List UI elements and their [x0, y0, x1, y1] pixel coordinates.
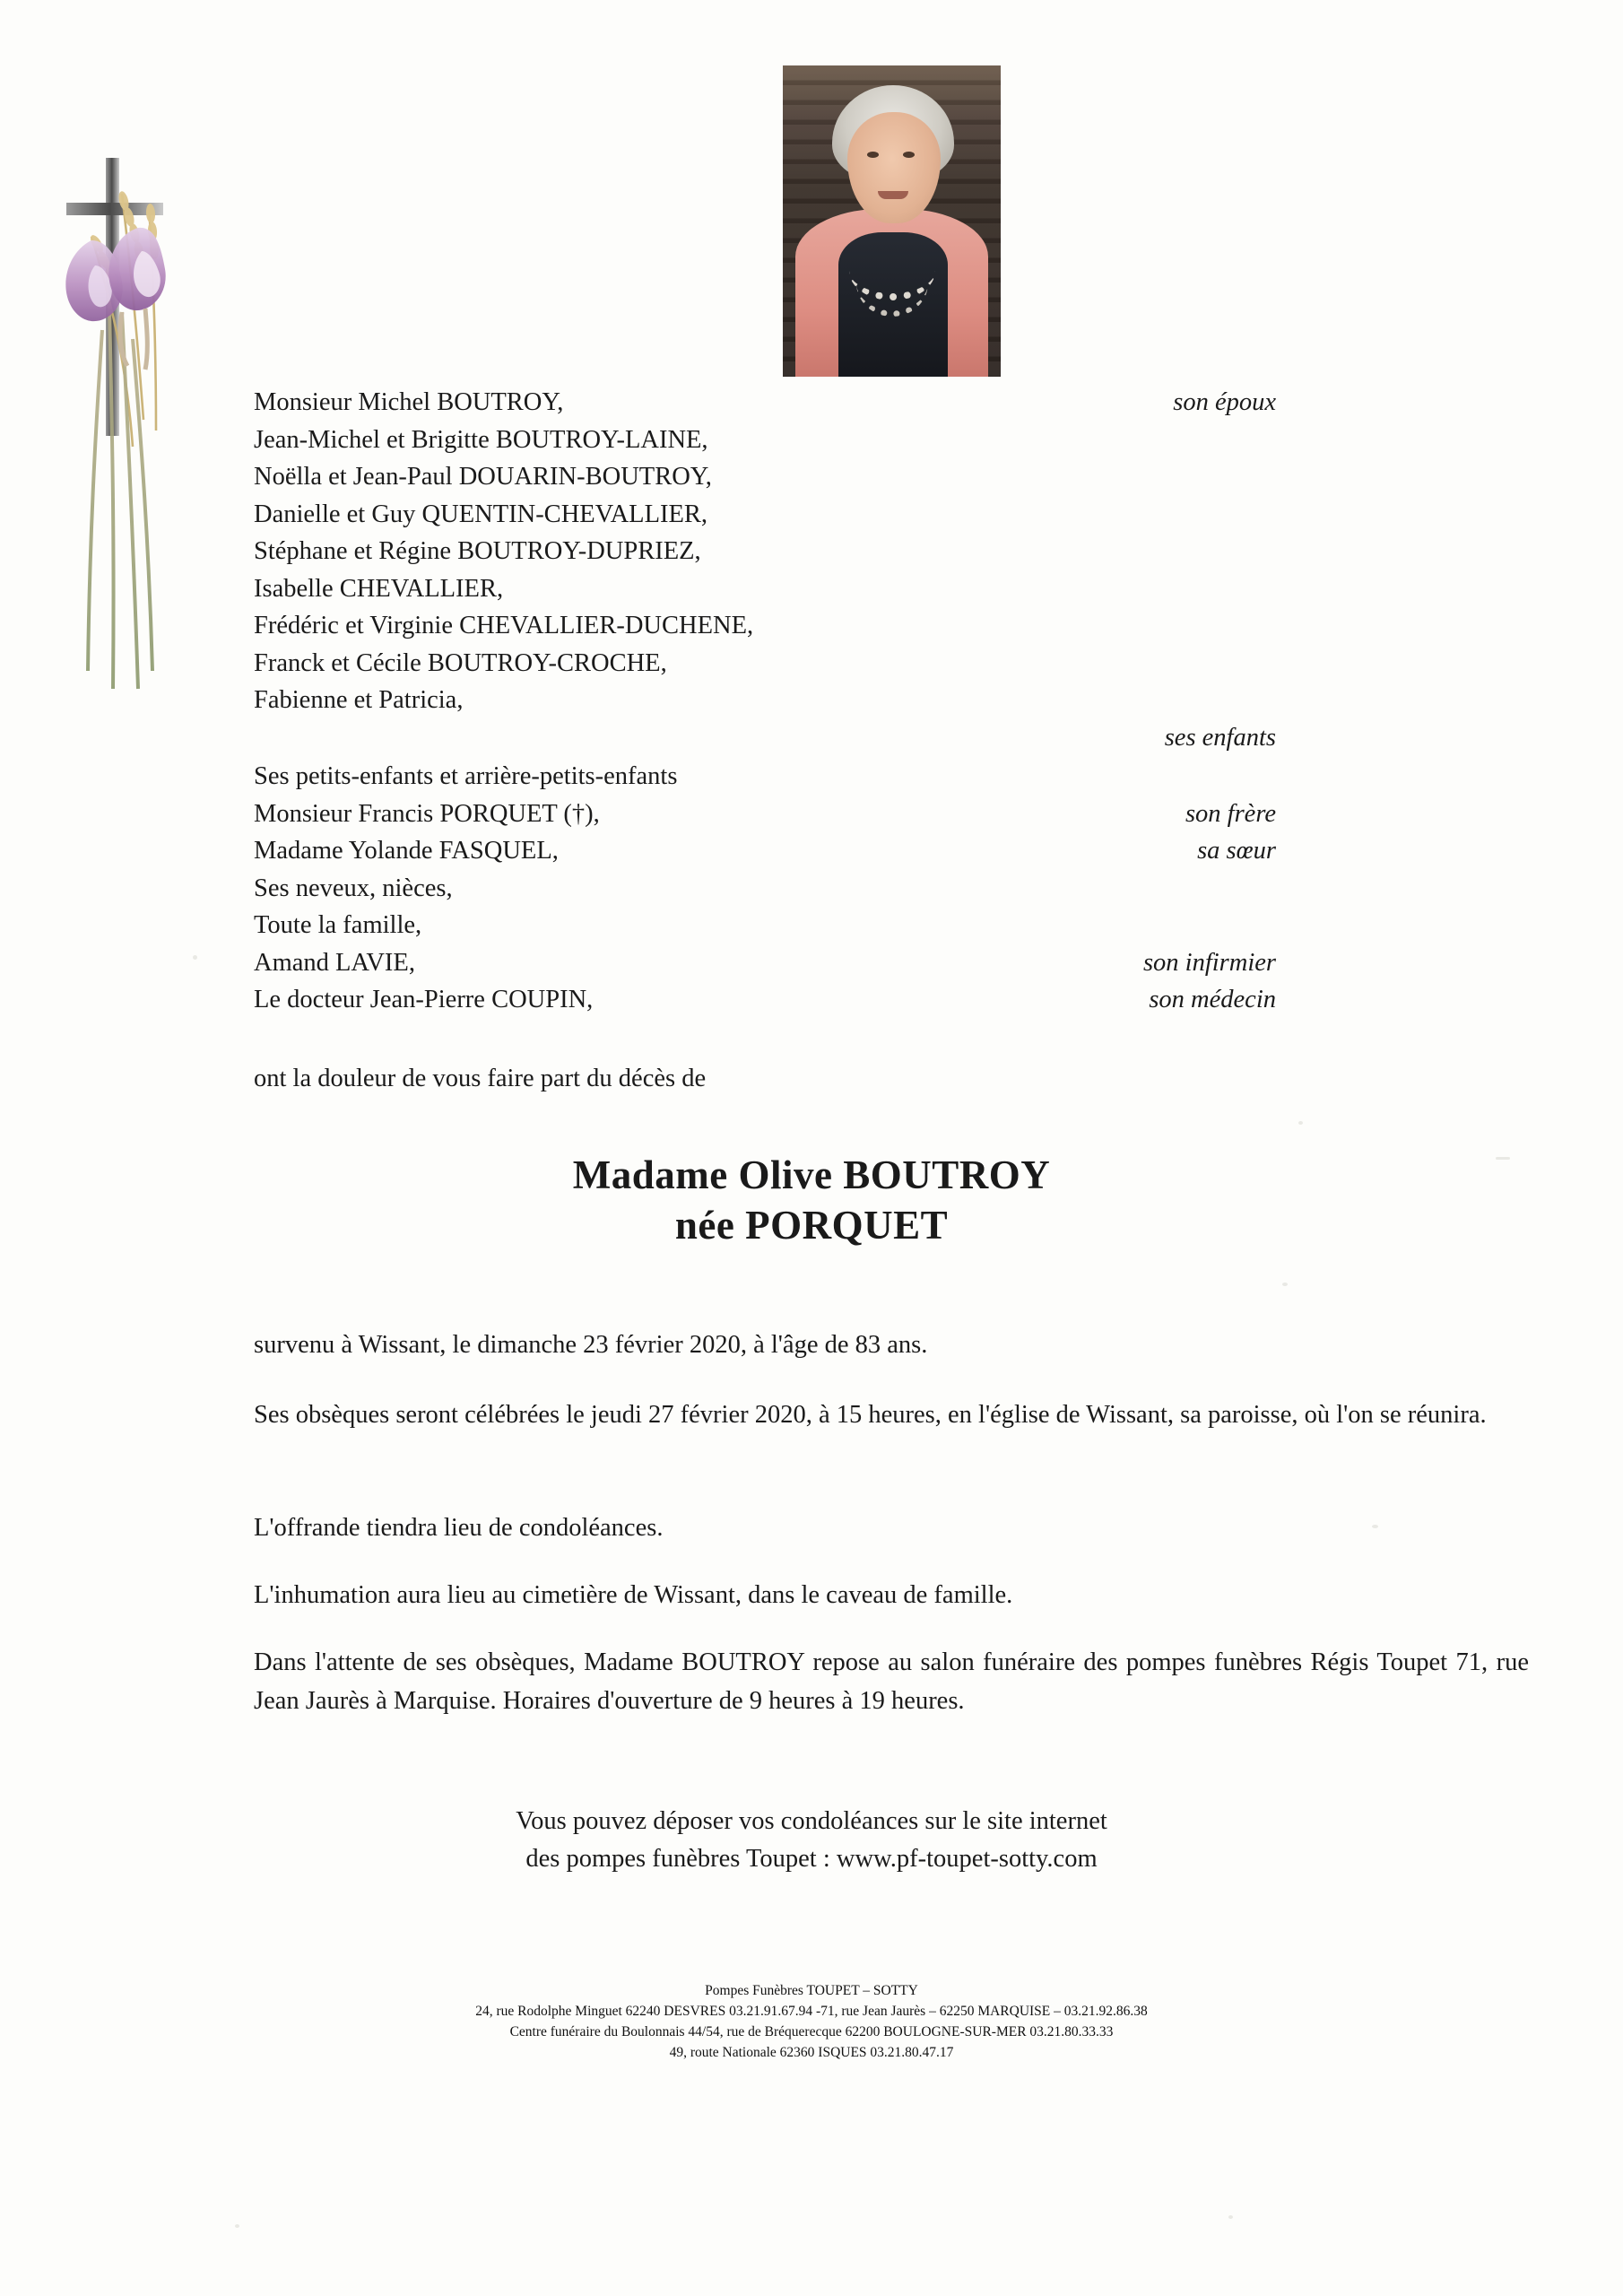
- family-entry-relation: son médecin: [1149, 986, 1276, 1013]
- family-list-primary: [254, 384, 1276, 756]
- family-entry-name: Amand LAVIE,: [254, 948, 415, 977]
- photo-mouth: [878, 191, 908, 199]
- paragraph-death: survenu à Wissant, le dimanche 23 février 2020, à l'âge de 83 ans.: [254, 1331, 928, 1359]
- family-entry-name: Madame Yolande FASQUEL,: [254, 837, 559, 865]
- children-relation-label: ses enfants: [1164, 723, 1276, 752]
- family-entry: [254, 607, 1276, 645]
- family-entry-name: Monsieur Francis PORQUET (†),: [254, 799, 600, 828]
- photo-eye-right: [903, 152, 915, 158]
- family-entry-name: Toute la famille,: [254, 911, 422, 939]
- announcement-line: ont la douleur de vous faire part du décès de: [254, 1065, 707, 1092]
- paragraph-burial: L'inhumation aura lieu au cimetière de Wissant, dans le caveau de famille.: [254, 1581, 1013, 1609]
- deceased-name-line1: Madame Olive BOUTROY: [572, 1152, 1051, 1197]
- scan-speck: [1282, 1283, 1288, 1286]
- paragraph-offering: L'offrande tiendra lieu de condoléances.: [254, 1514, 664, 1542]
- family-entry: [254, 944, 1276, 982]
- deceased-name: [0, 1150, 1623, 1250]
- family-entry-relation: son frère: [1185, 799, 1276, 828]
- scan-speck: [193, 955, 197, 960]
- family-entry: [254, 870, 1276, 908]
- family-entry-name: Fabienne et Patricia,: [254, 686, 464, 714]
- photo-pearl-necklace-inner: [856, 249, 928, 317]
- footer-address-line-2: Centre funéraire du Boulonnais 44/54, rue de Bréquerecque 62200 BOULOGNE-SUR-MER 03.21.80.33.33: [509, 2024, 1114, 2039]
- family-list-secondary: [254, 758, 1276, 1019]
- family-entry-name: Stéphane et Régine BOUTROY-DUPRIEZ,: [254, 537, 701, 565]
- family-entry: [254, 981, 1276, 1019]
- family-entry-relation: son époux: [1173, 388, 1276, 416]
- scan-speck: [1228, 2215, 1233, 2219]
- family-entry-relation: sa sœur: [1197, 837, 1276, 865]
- scan-speck: [235, 2224, 239, 2228]
- family-entry-relation: son infirmier: [1142, 948, 1276, 977]
- photo-eye-left: [867, 152, 879, 158]
- family-entry-name: Jean-Michel et Brigitte BOUTROY-LAINE,: [254, 425, 708, 454]
- family-entry: [254, 533, 1276, 570]
- deceased-name-line2: née PORQUET: [674, 1203, 949, 1248]
- condolences-line1: Vous pouvez déposer vos condoléances sur le site internet: [516, 1807, 1107, 1835]
- family-entry: [254, 496, 1276, 534]
- family-entry: [254, 832, 1276, 870]
- footer-address-line-1: 24, rue Rodolphe Minguet 62240 DESVRES 03.21.91.67.94 -71, rue Jean Jaurès – 62250 MARQUISE – 03.21.92.86.38: [475, 2004, 1148, 2019]
- family-entry: [254, 645, 1276, 683]
- portrait-photo: [783, 65, 1001, 377]
- family-entry: [254, 422, 1276, 459]
- children-relation-row: [254, 719, 1276, 756]
- family-entry: [254, 682, 1276, 719]
- paragraph-repose: Dans l'attente de ses obsèques, Madame BOUTROY repose au salon funéraire des pompes funèbres Régis Toupet 71, rue Jean Jaurès à Marquise. Horaires d'ouverture de 9 heures à 19 heures.: [254, 1648, 1529, 1715]
- family-entry-name: Ses petits-enfants et arrière-petits-enfants: [254, 762, 678, 790]
- scan-speck: [1298, 1121, 1303, 1125]
- family-entry-name: Monsieur Michel BOUTROY,: [254, 388, 564, 416]
- family-entry-name: Danielle et Guy QUENTIN-CHEVALLIER,: [254, 500, 708, 528]
- family-entry: [254, 570, 1276, 608]
- condolences-notice: [0, 1803, 1623, 1878]
- family-entry-name: Frédéric et Virginie CHEVALLIER-DUCHENE,: [254, 612, 754, 639]
- family-entry-name: Isabelle CHEVALLIER,: [254, 574, 504, 603]
- condolences-website[interactable]: des pompes funèbres Toupet : www.pf-toupet-sotty.com: [525, 1845, 1098, 1873]
- family-entry-name: Le docteur Jean-Pierre COUPIN,: [254, 986, 594, 1013]
- family-entry-name: Noëlla et Jean-Paul DOUARIN-BOUTROY,: [254, 463, 712, 491]
- family-entry: [254, 458, 1276, 496]
- family-entry: [254, 384, 1276, 422]
- footer-company-name: Pompes Funèbres TOUPET – SOTTY: [705, 1983, 918, 1998]
- family-entry: [254, 907, 1276, 944]
- paragraph-ceremony: Ses obsèques seront célébrées le jeudi 27 février 2020, à 15 heures, en l'église de Wissant, sa paroisse, où l'on se réunira.: [254, 1401, 1487, 1429]
- family-entry-name: Franck et Cécile BOUTROY-CROCHE,: [254, 648, 667, 677]
- family-entry: [254, 796, 1276, 833]
- footer-address-line-3: 49, route Nationale 62360 ISQUES 03.21.80.47.17: [669, 2045, 954, 2060]
- family-entry: [254, 758, 1276, 796]
- funeral-home-footer: [0, 1980, 1623, 2063]
- family-entry-name: Ses neveux, nièces,: [254, 874, 453, 902]
